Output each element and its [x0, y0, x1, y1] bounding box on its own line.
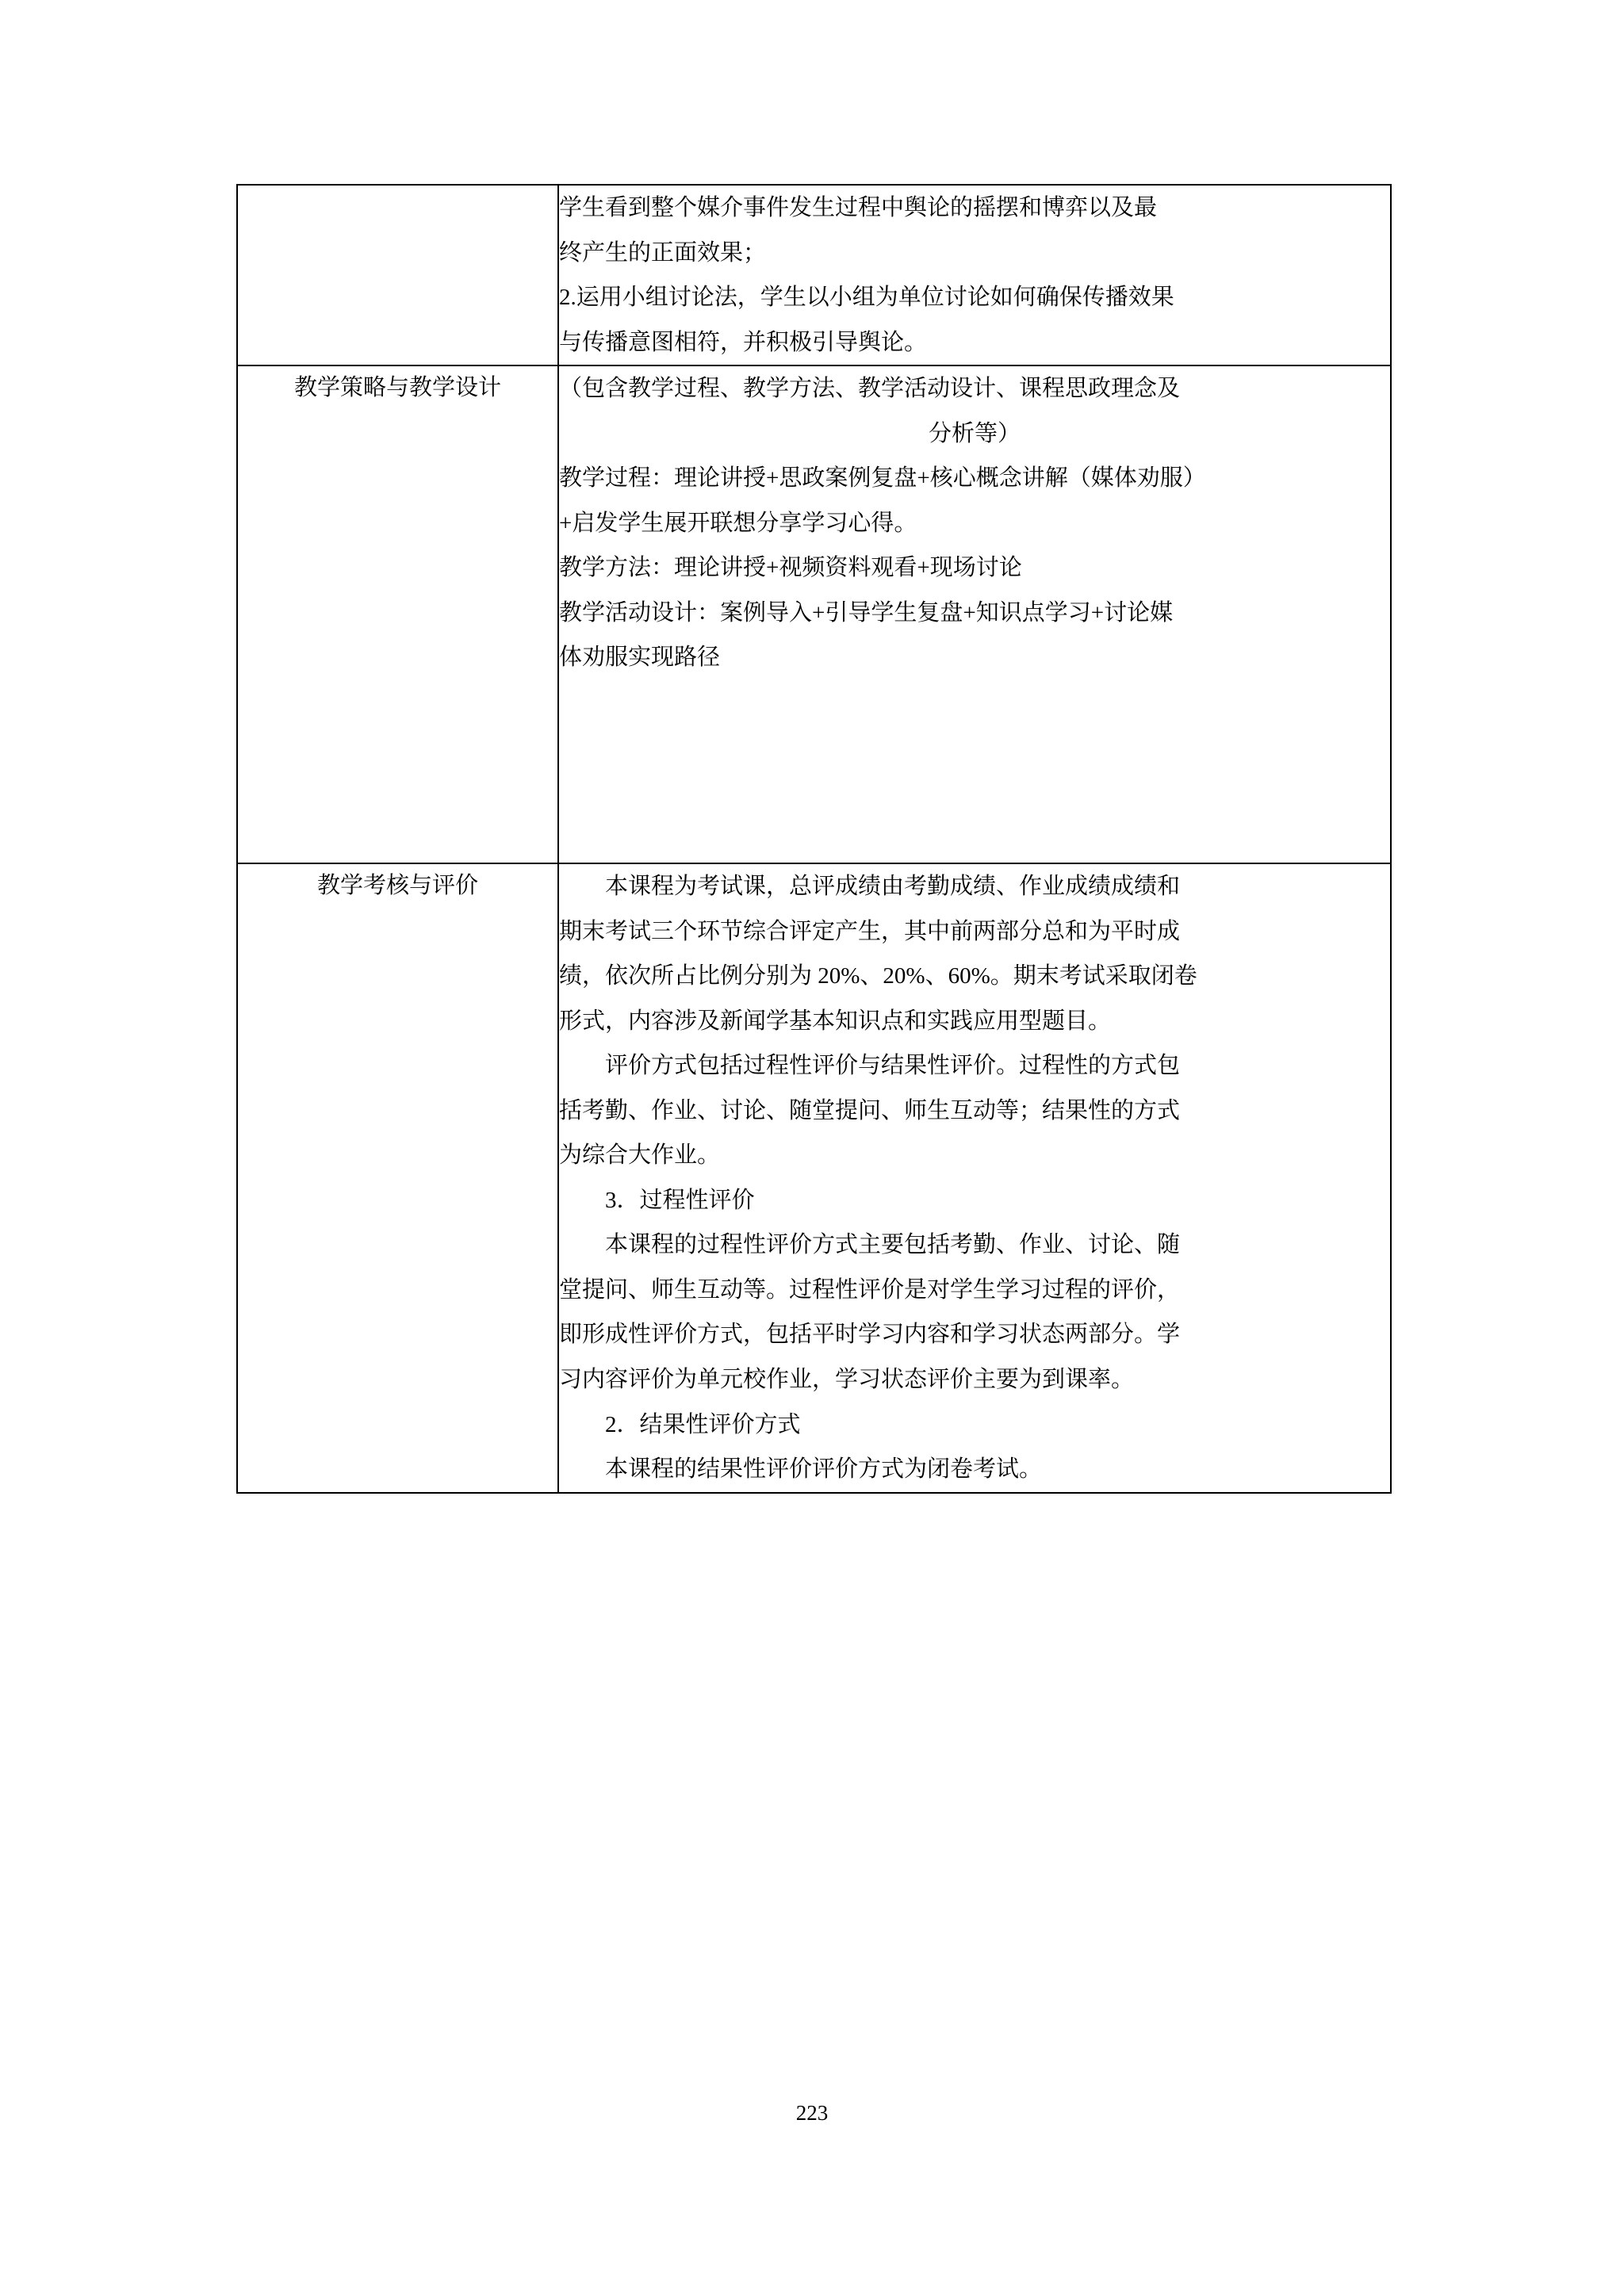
- row-content-cell-2: [558, 365, 1391, 863]
- content-line: 分析等）: [928, 420, 1021, 446]
- content-line: 期末考试三个环节综合评定产生，其中前两部分总和为平时成: [559, 918, 1181, 944]
- table-row: [237, 863, 1391, 1493]
- row-label-3: 教学考核与评价: [316, 873, 478, 899]
- course-syllabus-table: [236, 184, 1392, 1494]
- content-line: （包含教学过程、教学方法、教学活动设计、课程思政理念及: [559, 376, 1181, 402]
- content-line: 教学活动设计：案例导入+引导学生复盘+知识点学习+讨论媒: [559, 599, 1174, 626]
- table-row: [237, 185, 1391, 365]
- content-line: 为综合大作业。: [559, 1142, 721, 1169]
- content-line: 本课程的结果性评价评价方式为闭卷考试。: [605, 1456, 1043, 1483]
- content-line: 3．过程性评价: [605, 1187, 755, 1213]
- row-label-cell-1: [237, 185, 558, 365]
- content-line: +启发学生展开联想分享学习心得。: [559, 510, 917, 536]
- content-line: 教学方法：理论讲授+视频资料观看+现场讨论: [559, 555, 1022, 581]
- content-line: 括考勤、作业、讨论、随堂提问、师生互动等；结果性的方式: [559, 1097, 1181, 1123]
- content-line: 堂提问、师生互动等。过程性评价是对学生学习过程的评价，: [559, 1276, 1181, 1303]
- content-line: 2．结果性评价方式: [605, 1411, 801, 1437]
- content-line: 本课程的过程性评价方式主要包括考勤、作业、讨论、随: [605, 1232, 1181, 1258]
- content-line: 体劝服实现路径: [559, 645, 721, 671]
- empty-space: [559, 680, 1390, 863]
- content-line: 教学过程：理论讲授+思政案例复盘+核心概念讲解（媒体劝服）: [559, 465, 1206, 492]
- content-line: 评价方式包括过程性评价与结果性评价。过程性的方式包: [605, 1053, 1181, 1079]
- row-label-cell-3: [237, 863, 558, 1493]
- row-content-cell-1: [558, 185, 1391, 365]
- content-line: 习内容评价为单元校作业，学习状态评价主要为到课率。: [559, 1367, 1135, 1393]
- page-number: 223: [795, 2101, 829, 2125]
- row-label-2: 教学策略与教学设计: [293, 375, 501, 401]
- row-label-cell-2: [237, 365, 558, 863]
- content-line: 形式，内容涉及新闻学基本知识点和实践应用型题目。: [559, 1008, 1112, 1034]
- content-line: 学生看到整个媒介事件发生过程中舆论的摇摆和博弈以及最: [559, 195, 1158, 220]
- content-line: 2.运用小组讨论法，学生以小组为单位讨论如何确保传播效果: [559, 285, 1174, 311]
- table-row: [237, 365, 1391, 863]
- content-line: 终产生的正面效果；: [559, 239, 767, 266]
- row-content-cell-3: [558, 863, 1391, 1493]
- content-line: 绩，依次所占比例分别为 20%、20%、60%。期末考试采取闭卷: [559, 963, 1197, 989]
- content-line: 与传播意图相符，并积极引导舆论。: [559, 329, 928, 355]
- content-line: 本课程为考试课，总评成绩由考勤成绩、作业成绩成绩和: [605, 874, 1181, 900]
- content-line: 即形成性评价方式，包括平时学习内容和学习状态两部分。学: [559, 1322, 1181, 1348]
